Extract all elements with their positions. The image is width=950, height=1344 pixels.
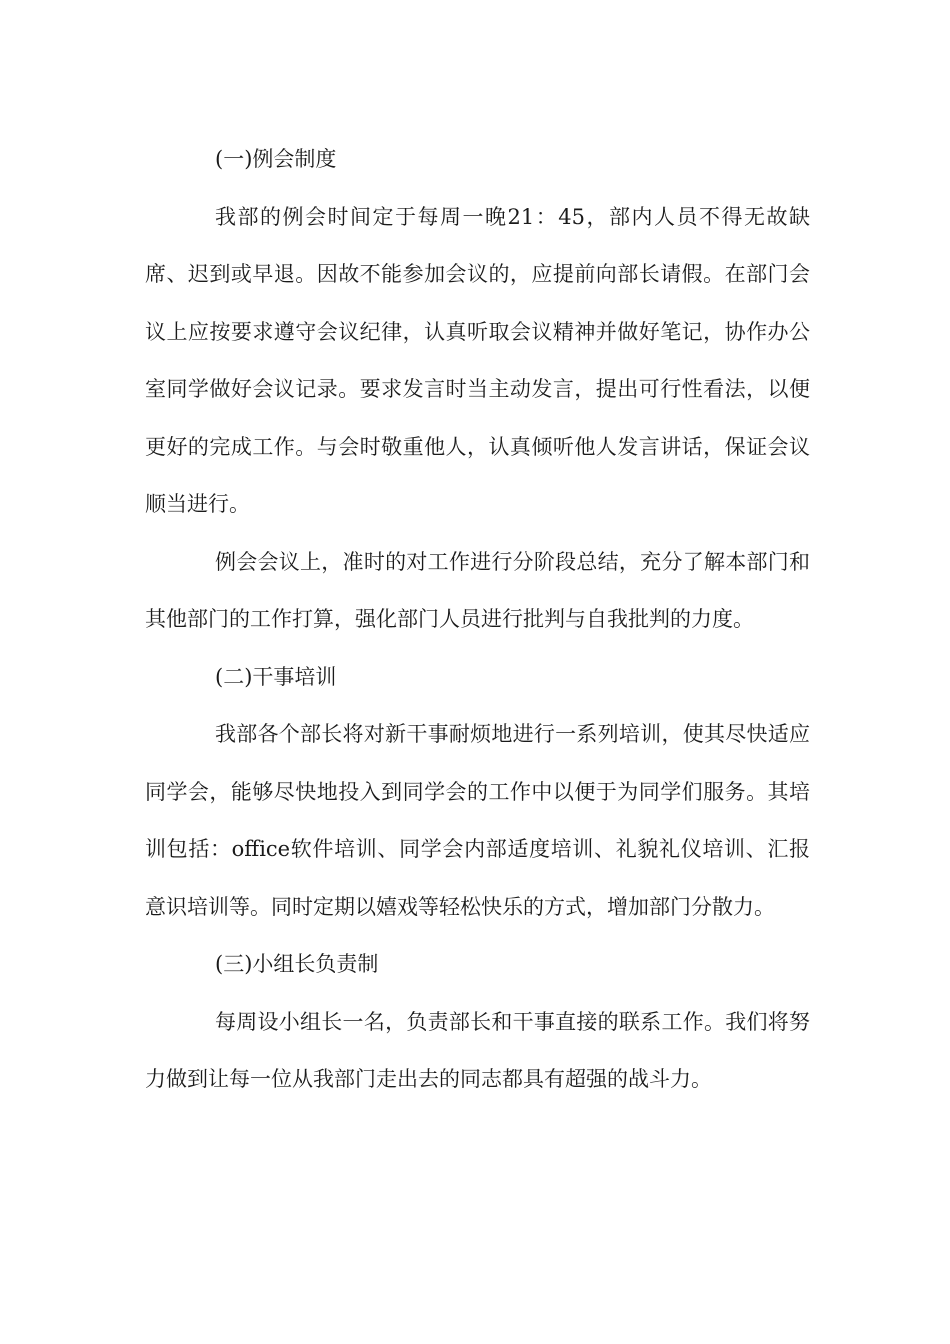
paragraph-meeting-summary: 例会会议上，准时的对工作进行分阶段总结，充分了解本部门和其他部门的工作打算，强化部门人员进行批判与自我批判的力度。: [145, 549, 810, 631]
paragraph-group-leader-duties: 每周设小组长一名，负责部长和干事直接的联系工作。我们将努力做到让每一位从我部门走出去的同志都具有超强的战斗力。: [145, 1009, 810, 1091]
section-heading-group-leader: (三)小组长负责制: [215, 952, 379, 976]
paragraph-training-details: 我部各个部长将对新干事耐烦地进行一系列培训，使其尽快适应同学会，能够尽快地投入到同学会的工作中以便于为同学们服务。其培训包括：office软件培训、同学会内部适度培训、礼貌礼仪培训、汇报意识培训等。同时定期以嬉戏等轻松快乐的方式，增加部门分散力。: [145, 722, 810, 919]
paragraph-meeting-rules: 我部的例会时间定于每周一晚21：45，部内人员不得无故缺席、迟到或早退。因故不能参加会议的，应提前向部长请假。在部门会议上应按要求遵守会议纪律，认真听取会议精神并做好笔记，协作办公室同学做好会议记录。要求发言时当主动发言，提出可行性看法，以便更好的完成工作。与会时敬重他人，认真倾听他人发言讲话，保证会议顺当进行。: [145, 204, 810, 516]
document-body: [145, 131, 810, 1109]
section-heading-staff-training: (二)干事培训: [215, 664, 337, 689]
section-heading-meeting-system: (一)例会制度: [215, 147, 337, 171]
